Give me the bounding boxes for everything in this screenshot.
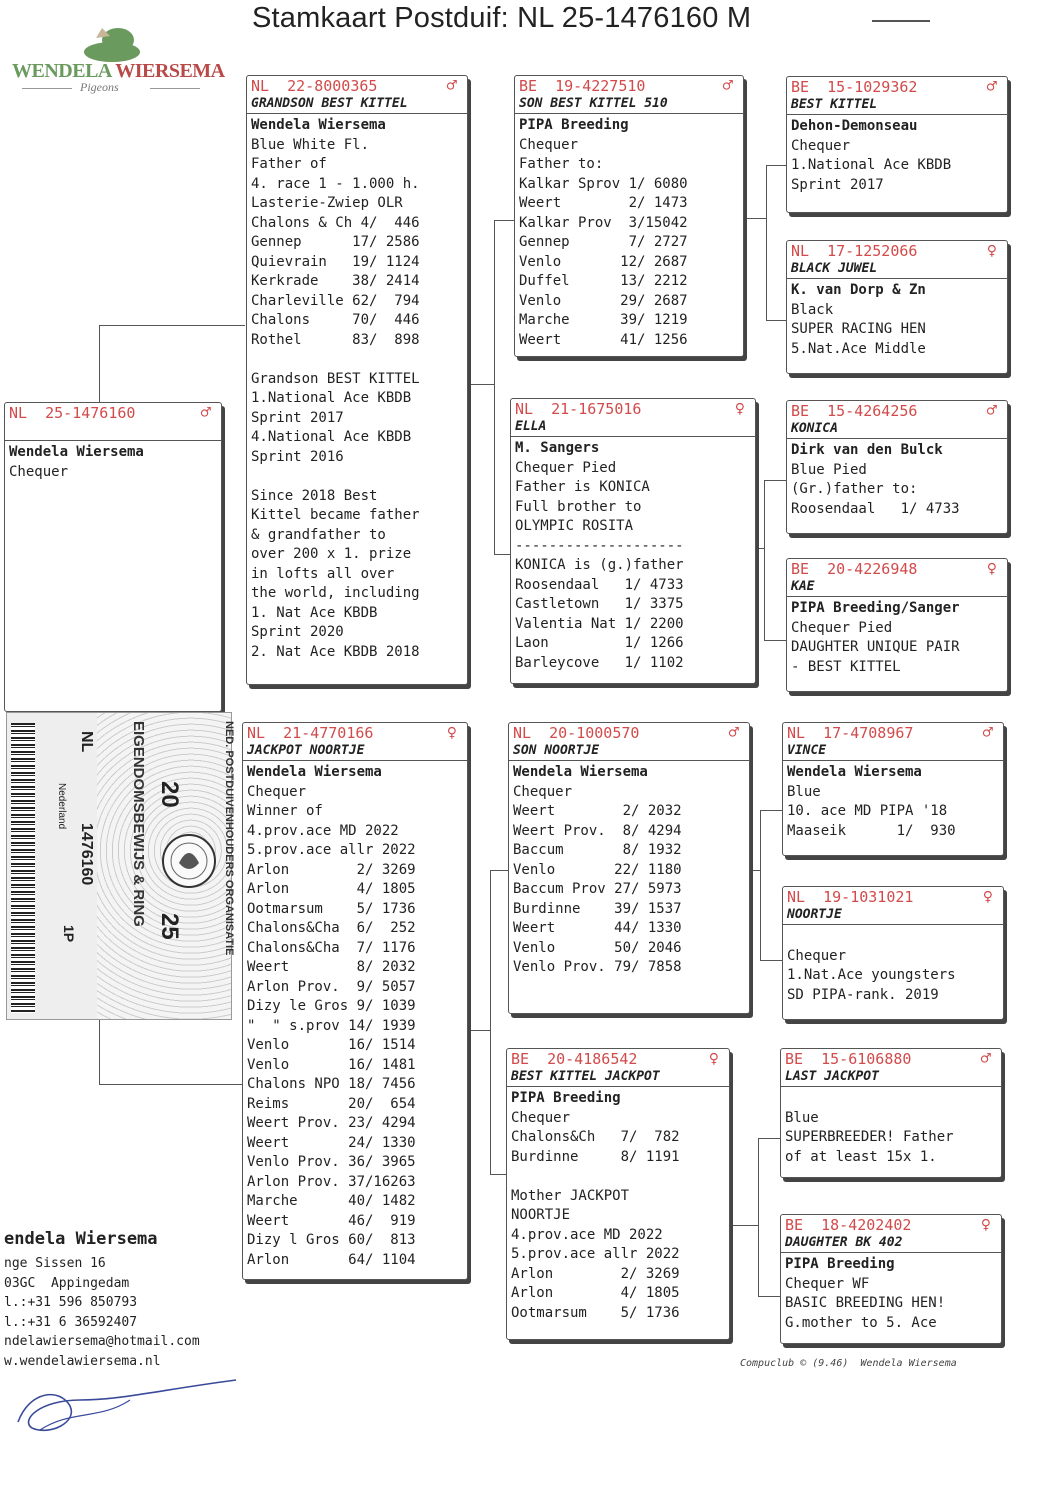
- owner-blank: [785, 1089, 997, 1109]
- ring-year-a: 20: [156, 781, 183, 808]
- detail-line: Kittel became father: [251, 507, 420, 523]
- ring-number: NL 19-1031021: [787, 888, 914, 906]
- logo-divider: [22, 88, 72, 89]
- logo-divider: [150, 88, 200, 89]
- ring-number: BE 20-4226948: [791, 560, 918, 578]
- contact-line: 03GC Appingedam: [4, 1275, 130, 1291]
- detail-line: Blue: [787, 783, 821, 800]
- pigeon-card-mmm: [780, 1214, 1002, 1344]
- card-lines: [509, 761, 749, 978]
- pigeon-name: SON BEST KITTEL 510: [515, 96, 743, 114]
- detail-line: Weert 44/ 1330: [513, 920, 682, 936]
- ring-number: BE 18-4202402: [785, 1216, 912, 1234]
- detail-line: Venlo Prov. 79/ 7858: [513, 959, 682, 975]
- detail-line: Weert 8/ 2032: [247, 959, 416, 975]
- detail-line: Venlo Prov. 36/ 3965: [247, 1154, 416, 1170]
- detail-line: Ootmarsum 5/ 1736: [511, 1304, 680, 1321]
- pigeon-name: GRANDSON BEST KITTEL: [247, 96, 467, 114]
- card-lines: [787, 115, 1007, 195]
- detail-line: --------------------: [515, 537, 684, 554]
- detail-line: Arlon Prov. 9/ 5057: [247, 978, 416, 995]
- detail-line: Gennep 17/ 2586: [251, 234, 420, 250]
- header-dash: [872, 20, 930, 22]
- card-lines: [787, 439, 1007, 519]
- detail-line: Venlo 22/ 1180: [513, 861, 682, 878]
- detail-line: Venlo 29/ 2687: [519, 292, 688, 309]
- pigeon-card-main: [4, 402, 222, 712]
- pigeon-name: ELLA: [511, 419, 755, 437]
- detail-line: Father is KONICA: [515, 479, 650, 495]
- ring-cert-title: EIGENDOMSBEWIJS & RING: [130, 721, 147, 927]
- detail-line: Winner of: [247, 803, 323, 819]
- connector-line: [490, 1174, 506, 1175]
- pigeon-card-mff: [782, 722, 1004, 856]
- connector-line: [766, 165, 767, 320]
- pigeon-card-mf: [508, 722, 750, 1014]
- owner: K. van Dorp & Zn: [791, 282, 926, 298]
- detail-line: Father of: [251, 156, 327, 172]
- connector-line: [490, 870, 508, 871]
- detail-line: Chequer WF: [785, 1275, 870, 1292]
- detail-line: Weert Prov. 23/ 4294: [247, 1115, 416, 1131]
- detail-line: Sprint 2016: [251, 448, 344, 465]
- connector-line: [490, 870, 491, 1174]
- detail-line: Weert 46/ 919: [247, 1212, 416, 1229]
- detail-line: 1.National Ace KBDB: [791, 157, 952, 173]
- connector-line: [764, 480, 786, 481]
- owner: Dirk van den Bulck: [791, 442, 943, 458]
- detail-line: - BEST KITTEL: [791, 658, 901, 675]
- sex-icon: ♀: [708, 1049, 719, 1069]
- pigeon-card-mm: [506, 1048, 730, 1340]
- ring-number: BE 20-4186542: [511, 1050, 638, 1068]
- owner: PIPA Breeding/Sanger: [791, 600, 960, 616]
- connector-line: [494, 554, 510, 555]
- detail-line: Sprint 2017: [791, 176, 884, 193]
- card-lines: [783, 925, 1003, 1005]
- sex-icon: ♂: [980, 1049, 991, 1069]
- detail-line: Kalkar Prov 3/15042: [519, 214, 688, 231]
- detail-line: Quievrain 19/ 1124: [251, 253, 420, 270]
- detail-line: [251, 350, 463, 370]
- detail-line: Grandson BEST KITTEL: [251, 370, 420, 387]
- detail-line: Blue Pied: [791, 461, 867, 478]
- pigeon-name: BEST KITTEL JACKPOT: [507, 1069, 729, 1087]
- detail-line: Chequer: [519, 136, 579, 153]
- detail-line: Chalons 70/ 446: [251, 312, 420, 328]
- connector-line: [764, 480, 765, 640]
- sex-icon: ♀: [734, 399, 745, 419]
- detail-line: Chalons&Ch 7/ 782: [511, 1129, 680, 1145]
- detail-line: BASIC BREEDING HEN!: [785, 1295, 946, 1311]
- owner: Wendela Wiersema: [247, 764, 382, 780]
- owner: PIPA Breeding: [511, 1090, 621, 1106]
- card-lines: [787, 597, 1007, 677]
- contact-line: l.:+31 6 36592407: [4, 1314, 138, 1330]
- detail-line: [511, 1167, 725, 1187]
- connector-line: [766, 320, 786, 321]
- owner: PIPA Breeding: [519, 117, 629, 133]
- detail-line: Chequer: [787, 947, 847, 964]
- detail-line: Arlon 2/ 3269: [247, 861, 416, 878]
- detail-line: Weert 41/ 1256: [519, 331, 688, 348]
- pigeon-card-m: [242, 722, 468, 1280]
- detail-line: SUPER RACING HEN: [791, 321, 926, 337]
- owner: Wendela Wiersema: [787, 764, 922, 780]
- connector-line: [766, 165, 786, 166]
- pigeon-name: VINCE: [783, 743, 1003, 761]
- detail-line: Chequer: [513, 783, 573, 800]
- sex-icon: ♀: [986, 559, 997, 579]
- detail-line: Venlo 12/ 2687: [519, 253, 688, 270]
- pigeon-name: BEST KITTEL: [787, 97, 1007, 115]
- pigeon-card-mfm: [782, 886, 1004, 1020]
- detail-line: Dizy le Gros 9/ 1039: [247, 998, 416, 1014]
- owner-blank: [787, 927, 999, 947]
- sex-icon: ♀: [982, 887, 993, 907]
- ring-number: NL 21-4770166: [247, 724, 374, 742]
- card-lines: [247, 114, 467, 662]
- pigeon-name: BLACK JUWEL: [787, 261, 1007, 279]
- detail-line: Reims 20/ 654: [247, 1095, 416, 1112]
- detail-line: Arlon Prov. 37/16263: [247, 1173, 416, 1190]
- owner: Wendela Wiersema: [9, 444, 144, 460]
- detail-line: OLYMPIC ROSITA: [515, 518, 634, 534]
- card-lines: [243, 761, 467, 1270]
- ring-number: BE 19-4227510: [519, 77, 646, 95]
- ring-site: Nederland: [56, 783, 67, 830]
- detail-line: Baccum 8/ 1932: [513, 842, 682, 858]
- detail-line: 1.National Ace KBDB: [251, 390, 412, 406]
- card-lines: [783, 761, 1003, 841]
- detail-line: 1.Nat.Ace youngsters: [787, 967, 956, 983]
- detail-line: Weert 2/ 1473: [519, 195, 688, 211]
- sex-icon: ♀: [446, 723, 457, 743]
- detail-line: Laon 1/ 1266: [515, 635, 684, 651]
- logo-mark-icon: [82, 22, 142, 60]
- connector-line: [758, 1296, 780, 1297]
- sex-icon: ♀: [986, 241, 997, 261]
- detail-line: Chalons & Ch 4/ 446: [251, 214, 420, 231]
- owner: Wendela Wiersema: [251, 117, 386, 133]
- connector-line: [494, 220, 514, 221]
- detail-line: Roosendaal 1/ 4733: [515, 576, 684, 593]
- brand-logo: [10, 22, 225, 102]
- pigeon-card-ff: [514, 75, 744, 357]
- detail-line: Chalons NPO 18/ 7456: [247, 1076, 416, 1092]
- detail-line: 1. Nat Ace KBDB: [251, 604, 378, 621]
- owner: Wendela Wiersema: [513, 764, 648, 780]
- ring-number: NL 17-1252066: [791, 242, 918, 260]
- ring-number: NL 17-4708967: [787, 724, 914, 742]
- connector-line: [99, 325, 245, 326]
- detail-line: of at least 15x 1.: [785, 1148, 937, 1165]
- ring-seal-icon: [157, 821, 221, 901]
- ring-number: NL 21-1675016: [515, 400, 642, 418]
- detail-line: Roosendaal 1/ 4733: [791, 500, 960, 517]
- connector-line: [494, 220, 495, 554]
- detail-line: Baccum Prov 27/ 5973: [513, 881, 682, 897]
- owner: M. Sangers: [515, 440, 600, 456]
- detail-line: KONICA is (g.)father: [515, 557, 684, 573]
- contact-email[interactable]: ndelawiersema@hotmail.com: [4, 1334, 200, 1350]
- detail-line: Chalons&Cha 6/ 252: [247, 920, 416, 936]
- sex-icon: ♂: [986, 401, 997, 421]
- detail-line: Mother JACKPOT: [511, 1187, 630, 1204]
- detail-line: Chalons&Cha 7/ 1176: [247, 939, 416, 956]
- pigeon-name: KONICA: [787, 421, 1007, 439]
- detail-line: & grandfather to: [251, 526, 386, 543]
- detail-line: 4. race 1 - 1.000 h.: [251, 175, 420, 192]
- detail-line: Sprint 2017: [251, 409, 344, 426]
- contact-block: [4, 1230, 200, 1372]
- contact-name: endela Wiersema: [4, 1229, 158, 1249]
- detail-line: G.mother to 5. Ace: [785, 1314, 937, 1331]
- sex-icon: ♂: [982, 723, 993, 743]
- pigeon-card-fff: [786, 76, 1008, 213]
- card-lines: [781, 1253, 1001, 1333]
- detail-line: Lasterie-Zwiep OLR: [251, 195, 403, 211]
- detail-line: Chequer: [791, 137, 851, 154]
- detail-line: 4.prov.ace MD 2022: [511, 1226, 663, 1243]
- ring-number: BE 15-4264256: [791, 402, 918, 420]
- detail-line: Marche 40/ 1482: [247, 1193, 416, 1209]
- sex-icon: ♂: [446, 76, 457, 96]
- logo-brand: WENDELA WIERSEMA: [12, 60, 225, 82]
- detail-line: 10. ace MD PIPA '18: [787, 803, 948, 819]
- card-lines: [511, 437, 755, 673]
- ring-org: NED. POSTDUIVENHOUDERS ORGANISATIE: [223, 721, 235, 956]
- detail-line: SUPERBREEDER! Father: [785, 1129, 954, 1145]
- pigeon-card-f: [246, 75, 468, 685]
- detail-line: Maaseik 1/ 930: [787, 822, 956, 839]
- detail-line: Weert 2/ 2032: [513, 803, 682, 819]
- detail-line: Arlon 4/ 1805: [511, 1285, 680, 1301]
- contact-line: l.:+31 596 850793: [4, 1295, 138, 1311]
- detail-line: 4.prov.ace MD 2022: [247, 822, 399, 839]
- detail-line: Kalkar Sprov 1/ 6080: [519, 175, 688, 192]
- connector-line: [760, 810, 761, 960]
- ring-number: NL 25-1476160: [9, 404, 136, 422]
- footer-credit: Compuclub © (9.46) Wendela Wiersema: [740, 1358, 957, 1369]
- connector-line: [764, 640, 786, 641]
- connector-line: [99, 1084, 242, 1085]
- connector-line: [466, 1030, 490, 1031]
- card-lines: [515, 114, 743, 350]
- pigeon-name: DAUGHTER BK 402: [781, 1235, 1001, 1253]
- detail-line: Chequer: [9, 463, 69, 480]
- detail-line: 2. Nat Ace KBDB 2018: [251, 643, 420, 660]
- pigeon-name: JACKPOT NOORTJE: [243, 743, 467, 761]
- pigeon-name: SON NOORTJE: [509, 743, 749, 761]
- connector-line: [742, 218, 766, 219]
- connector-line: [728, 1225, 758, 1226]
- ring-country: NL: [78, 731, 95, 753]
- detail-line: the world, including: [251, 585, 420, 601]
- detail-line: DAUGHTER UNIQUE PAIR: [791, 639, 960, 655]
- detail-line: " " s.prov 14/ 1939: [247, 1017, 416, 1034]
- ring-number: NL 20-1000570: [513, 724, 640, 742]
- sex-icon: ♂: [986, 77, 997, 97]
- pigeon-card-fm: [510, 398, 756, 684]
- barcode-icon: [11, 723, 35, 1013]
- detail-line: Chequer Pied: [515, 459, 617, 476]
- signature-icon: [10, 1370, 240, 1440]
- card-lines: [787, 279, 1007, 359]
- owner: PIPA Breeding: [785, 1256, 895, 1272]
- page-title: Stamkaart Postduif: NL 25-1476160 M: [252, 2, 752, 34]
- sex-icon: ♂: [722, 76, 733, 96]
- male-icon: ♂: [200, 403, 211, 423]
- ring-certificate: [6, 712, 235, 1020]
- detail-line: Castletown 1/ 3375: [515, 596, 684, 612]
- sex-icon: ♀: [980, 1215, 991, 1235]
- ring-number: NL 22-8000365: [251, 77, 378, 95]
- detail-line: Black: [791, 301, 834, 318]
- ring-number: BE 15-6106880: [785, 1050, 912, 1068]
- connector-line: [758, 1138, 780, 1139]
- detail-line: Marche 39/ 1219: [519, 312, 688, 328]
- detail-line: Charleville 62/ 794: [251, 292, 420, 309]
- connector-line: [758, 1138, 759, 1296]
- detail-line: Blue: [785, 1109, 819, 1126]
- detail-line: Weert Prov. 8/ 4294: [513, 822, 682, 839]
- detail-line: 4.National Ace KBDB: [251, 429, 412, 445]
- detail-line: NOORTJE: [511, 1207, 571, 1223]
- detail-line: [251, 467, 463, 487]
- detail-line: Venlo 16/ 1514: [247, 1037, 416, 1053]
- detail-line: Arlon 64/ 1104: [247, 1251, 416, 1268]
- sex-icon: ♂: [728, 723, 739, 743]
- connector-line: [99, 1020, 100, 1084]
- logo-sub: Pigeons: [80, 80, 119, 94]
- detail-line: Rothel 83/ 898: [251, 331, 420, 348]
- pigeon-card-ffm: [786, 240, 1008, 374]
- detail-line: 5.prov.ace allr 2022: [247, 842, 416, 858]
- owner: Dehon-Demonseau: [791, 118, 918, 134]
- pigeon-card-fmm: [786, 558, 1008, 692]
- detail-line: Gennep 7/ 2727: [519, 234, 688, 250]
- detail-line: Dizy l Gros 60/ 813: [247, 1232, 416, 1248]
- connector-line: [760, 810, 782, 811]
- detail-line: in lofts all over: [251, 565, 395, 582]
- card-lines: [507, 1087, 729, 1323]
- detail-line: Barleycove 1/ 1102: [515, 654, 684, 671]
- detail-line: Full brother to: [515, 498, 642, 515]
- ring-number: BE 15-1029362: [791, 78, 918, 96]
- detail-line: SD PIPA-rank. 2019: [787, 986, 939, 1003]
- detail-line: over 200 x 1. prize: [251, 546, 412, 562]
- detail-line: 5.prov.ace allr 2022: [511, 1246, 680, 1262]
- detail-line: Arlon 4/ 1805: [247, 881, 416, 897]
- connector-line: [470, 384, 494, 385]
- pigeon-card-mmf: [780, 1048, 1002, 1178]
- detail-line: Duffel 13/ 2212: [519, 273, 688, 289]
- detail-line: Venlo 50/ 2046: [513, 939, 682, 956]
- detail-line: (Gr.)father to:: [791, 481, 918, 497]
- card-lines: [781, 1087, 1001, 1167]
- pigeon-name: KAE: [787, 579, 1007, 597]
- detail-line: Valentia Nat 1/ 2200: [515, 615, 684, 632]
- detail-line: Burdinne 8/ 1191: [511, 1148, 680, 1165]
- connector-line: [760, 960, 782, 961]
- detail-line: Kerkrade 38/ 2414: [251, 273, 420, 289]
- ring-year-b: 25: [156, 913, 183, 940]
- detail-line: Chequer Pied: [791, 619, 893, 636]
- detail-line: Venlo 16/ 1481: [247, 1056, 416, 1073]
- detail-line: Burdinne 39/ 1537: [513, 900, 682, 917]
- contact-website[interactable]: w.wendelawiersema.nl: [4, 1353, 161, 1369]
- pigeon-name: LAST JACKPOT: [781, 1069, 1001, 1087]
- detail-line: Blue White Fl.: [251, 136, 370, 153]
- detail-line: Chequer: [247, 783, 307, 800]
- detail-line: Ootmarsum 5/ 1736: [247, 900, 416, 917]
- detail-line: 5.Nat.Ace Middle: [791, 340, 926, 357]
- detail-line: Father to:: [519, 156, 604, 172]
- pigeon-card-fmf: [786, 400, 1008, 534]
- detail-line: Since 2018 Best: [251, 487, 378, 504]
- detail-line: Sprint 2020: [251, 624, 344, 640]
- detail-line: Weert 24/ 1330: [247, 1134, 416, 1151]
- contact-line: nge Sissen 16: [4, 1256, 106, 1271]
- pigeon-name: NOORTJE: [783, 907, 1003, 925]
- detail-line: Arlon 2/ 3269: [511, 1265, 680, 1282]
- ring-kind: 1P: [61, 925, 77, 943]
- ring-number: 1476160: [78, 823, 95, 886]
- detail-line: Chequer: [511, 1109, 571, 1126]
- pigeon-name: [5, 423, 221, 441]
